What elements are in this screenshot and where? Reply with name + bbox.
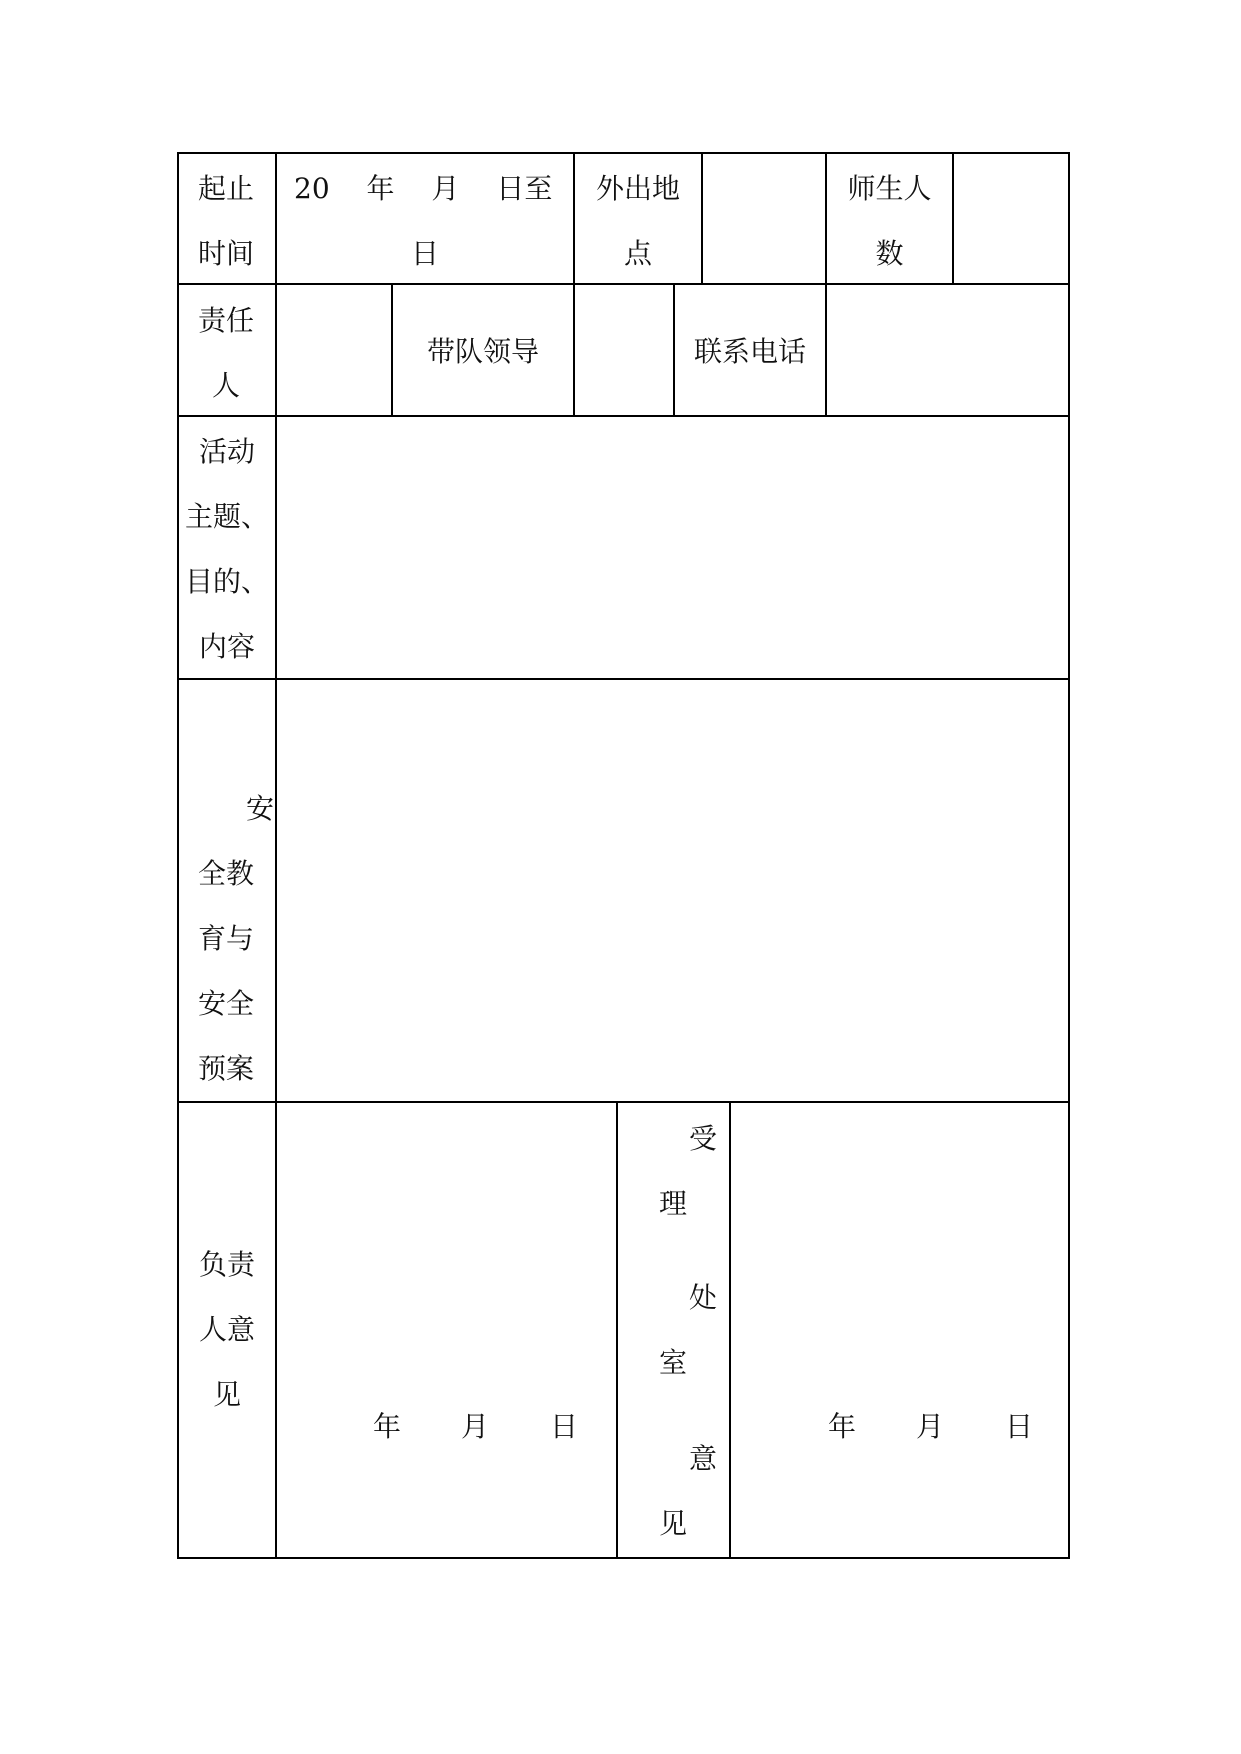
dept-label-char: 意 <box>689 1442 718 1475</box>
outing-application-form <box>177 152 1070 1559</box>
safety-label-line: 预案 <box>198 1052 255 1085</box>
time-label-line1: 起止 <box>198 172 255 205</box>
safety-label-line: 育与 <box>198 922 255 955</box>
date-range-line1: 20 年 月 日至 <box>294 172 553 205</box>
responsible-label-line2: 人 <box>212 369 241 402</box>
opinion-date-day: 日 <box>550 1410 579 1443</box>
dept-label-char: 处 <box>689 1281 718 1314</box>
dept-date-month: 月 <box>916 1410 945 1443</box>
dept-label-char: 理 <box>659 1187 688 1220</box>
time-label-line2: 时间 <box>198 237 255 270</box>
opinion-label-line: 人意 <box>198 1313 255 1346</box>
place-value-cell[interactable] <box>701 152 827 285</box>
safety-label-line: 安全 <box>198 987 255 1020</box>
count-value-cell[interactable] <box>952 152 1070 285</box>
safety-label-line: 安 <box>246 792 275 825</box>
opinion-date-month: 月 <box>461 1410 490 1443</box>
opinion-content-cell[interactable] <box>275 1101 618 1559</box>
opinion-date-year: 年 <box>373 1410 402 1443</box>
count-label-line1: 师生人 <box>847 172 932 205</box>
count-label-line2: 数 <box>875 237 904 270</box>
opinion-label-line: 负责 <box>198 1248 255 1281</box>
activity-content-cell[interactable] <box>275 415 1070 680</box>
place-label-line1: 外出地 <box>595 172 680 205</box>
safety-label-line: 全教 <box>198 857 255 890</box>
dept-label-char: 受 <box>689 1122 718 1155</box>
dept-date-year: 年 <box>828 1410 857 1443</box>
phone-label: 联系电话 <box>693 335 806 368</box>
responsible-value-cell[interactable] <box>275 283 393 417</box>
dept-label-char: 见 <box>659 1507 688 1540</box>
activity-label-line: 活动 <box>198 435 255 468</box>
leader-value-cell[interactable] <box>573 283 675 417</box>
dept-label-char: 室 <box>659 1346 688 1379</box>
phone-value-cell[interactable] <box>825 283 1070 417</box>
place-label-line2: 点 <box>623 237 652 270</box>
safety-content-cell[interactable] <box>275 678 1070 1103</box>
activity-label-line: 目的、 <box>184 565 269 598</box>
dept-content-cell[interactable] <box>729 1101 1070 1559</box>
date-range-line2: 日 <box>411 237 440 270</box>
opinion-label-line: 见 <box>212 1378 241 1411</box>
responsible-label-line1: 责任 <box>198 304 255 337</box>
dept-label-cell <box>616 1101 731 1559</box>
dept-date-day: 日 <box>1005 1410 1034 1443</box>
activity-label-line: 主题、 <box>184 500 269 533</box>
activity-label-line: 内容 <box>198 630 255 663</box>
safety-label-cell <box>177 678 277 1103</box>
leader-label: 带队领导 <box>426 335 539 368</box>
